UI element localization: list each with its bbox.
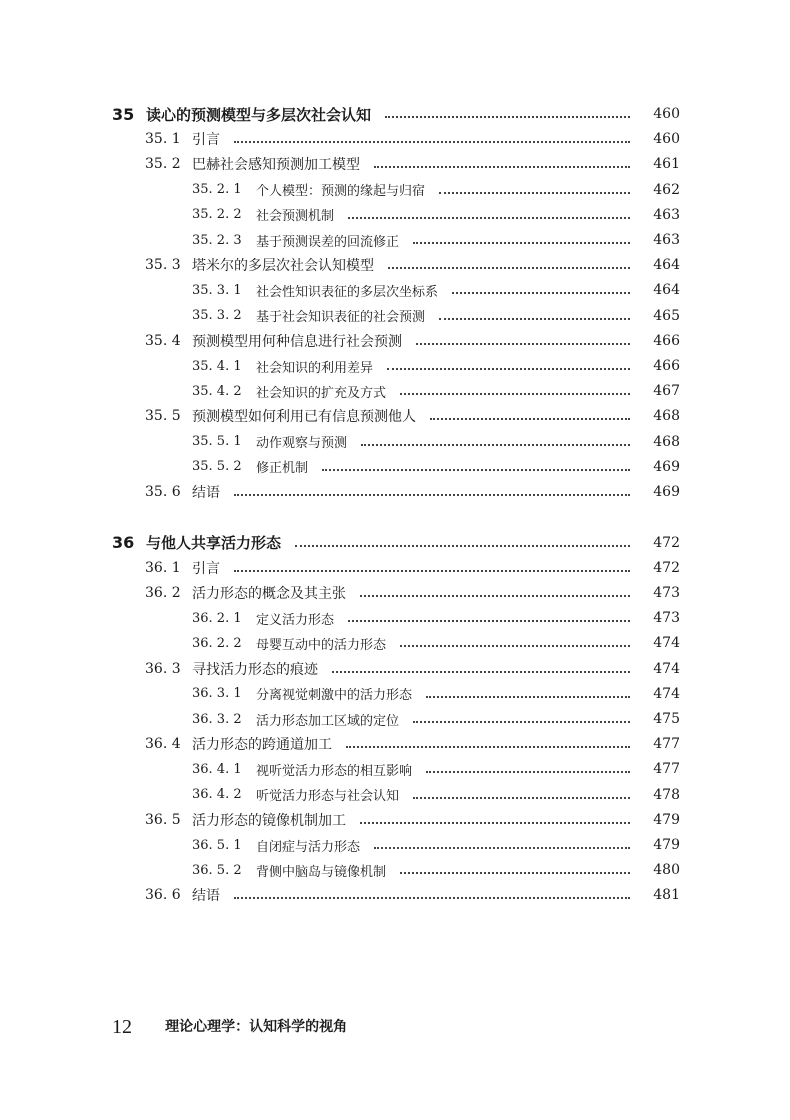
toc-entry-number: 35. 1 (145, 131, 181, 148)
toc-entry-page: 468 (653, 408, 680, 425)
dot-leader (426, 771, 630, 773)
toc-section-row (0, 128, 790, 150)
dot-leader (452, 292, 630, 294)
toc-entry-title: 个人模型：预测的缘起与归宿 (256, 184, 426, 200)
toc-section-row (0, 204, 790, 226)
dot-leader (332, 671, 630, 673)
dot-leader (439, 192, 630, 194)
toc-section-row (0, 607, 790, 629)
toc-section-row (0, 229, 790, 251)
toc-entry-number: 35. 4. 2 (192, 383, 242, 399)
toc-section-row (0, 481, 790, 503)
toc-entry-title: 结语 (192, 485, 220, 501)
toc-entry-title: 基于社会知识表征的社会预测 (256, 310, 426, 326)
toc-entry-page: 460 (653, 106, 680, 122)
toc-entry-page: 473 (653, 610, 680, 627)
toc-entry-title: 背侧中脑岛与镜像机制 (256, 864, 387, 880)
toc-entry-number: 36. 2 (145, 585, 181, 601)
toc-entry-page: 479 (653, 811, 680, 828)
toc-entry-number: 35. 4 (145, 332, 181, 349)
dot-leader (400, 872, 630, 874)
toc-entry-title: 听觉活力形态与社会认知 (256, 789, 400, 805)
toc-section-row (0, 330, 790, 352)
toc-entry-title: 自闭症与活力形态 (256, 839, 361, 855)
toc-entry-title: 预测模型如何利用已有信息预测他人 (192, 409, 416, 426)
toc-section-row (0, 834, 790, 856)
toc-entry-title: 活力形态的概念及其主张 (192, 586, 346, 602)
toc-section-row (0, 582, 790, 604)
toc-section-row (0, 557, 790, 579)
dot-leader (385, 116, 630, 118)
toc-section-row (0, 632, 790, 654)
toc-entry-page: 472 (653, 559, 680, 576)
footer-book-title: 理论心理学：认知科学的视角 (165, 1019, 348, 1035)
toc-entry-page: 478 (653, 786, 680, 803)
dot-leader (413, 797, 630, 799)
toc-entry-page: 475 (653, 711, 680, 727)
toc-entry-number: 35. 2. 2 (192, 207, 242, 223)
toc-entry-page: 465 (653, 307, 680, 324)
toc-entry-page: 468 (653, 433, 680, 450)
dot-leader (413, 721, 630, 723)
toc-entry-number: 36 (112, 533, 135, 553)
page-footer (112, 1016, 347, 1039)
toc-entry-title: 引言 (192, 132, 220, 149)
toc-entry-number: 35. 2. 1 (192, 182, 242, 198)
dot-leader (426, 696, 630, 698)
toc-entry-title: 基于预测误差的回流修正 (256, 234, 400, 250)
toc-entry-number: 35. 3. 1 (192, 282, 242, 298)
dot-leader (234, 897, 630, 899)
toc-section-row (0, 884, 790, 906)
toc-entry-page: 463 (653, 206, 680, 223)
toc-entry-number: 35. 2 (145, 156, 181, 173)
toc-entry-title: 社会知识的扩充及方式 (256, 385, 387, 401)
toc-section-row (0, 279, 790, 301)
toc-entry-title: 引言 (192, 560, 220, 577)
toc-entry-title: 动作观察与预测 (256, 436, 348, 452)
toc-entry-page: 480 (653, 862, 680, 879)
toc-entry-page: 460 (653, 131, 680, 148)
toc-section-row (0, 733, 790, 755)
toc-entry-number: 35. 5. 1 (192, 434, 242, 450)
toc-entry-title: 修正机制 (256, 461, 309, 477)
toc-entry-number: 35. 5. 2 (192, 459, 242, 475)
toc-entry-title: 分离视觉刺激中的活力形态 (256, 688, 413, 704)
dot-leader (234, 141, 630, 143)
toc-section-row (0, 355, 790, 377)
toc-entry-number: 35. 3 (145, 257, 181, 274)
toc-entry-title: 塔米尔的多层次社会认知模型 (192, 258, 374, 275)
toc-entry-title: 与他人共享活力形态 (146, 534, 282, 553)
toc-entry-number: 35. 4. 1 (192, 358, 242, 374)
toc-entry-page: 473 (653, 585, 680, 601)
dot-leader (387, 368, 630, 370)
toc-entry-title: 活力形态加工区域的定位 (256, 713, 400, 729)
toc-section-row (0, 153, 790, 175)
toc-entry-title: 社会预测机制 (256, 209, 335, 225)
toc-entry-number: 36. 5. 1 (192, 837, 242, 853)
dot-leader (234, 494, 630, 496)
toc-entry-title: 寻找活力形态的痕迹 (192, 661, 318, 678)
toc-chapter-row (0, 532, 790, 554)
toc-entry-page: 474 (653, 635, 680, 652)
toc-section-row (0, 859, 790, 881)
toc-section-row (0, 658, 790, 680)
dot-leader (322, 469, 630, 471)
footer-page-number: 12 (112, 1016, 132, 1038)
toc-entry-title: 社会知识的利用差异 (256, 360, 374, 376)
toc-entry-page: 477 (653, 761, 680, 778)
toc-entry-page: 469 (653, 484, 680, 500)
toc-entry-number: 35. 6 (145, 484, 181, 500)
toc-entry-page: 469 (653, 458, 680, 475)
toc-entry-title: 活力形态的镜像机制加工 (192, 812, 346, 829)
dot-leader (346, 746, 630, 748)
toc-entry-number: 36. 4. 1 (192, 761, 242, 777)
toc-entry-title: 社会性知识表征的多层次坐标系 (256, 284, 439, 300)
toc-entry-title: 结语 (192, 888, 220, 905)
toc-section-row (0, 456, 790, 478)
dot-leader (361, 444, 630, 446)
toc-entry-number: 36. 2. 1 (192, 610, 242, 626)
toc-entry-page: 464 (653, 257, 680, 274)
toc-chapter-row (0, 103, 790, 125)
toc-entry-title: 预测模型用何种信息进行社会预测 (192, 333, 402, 350)
toc-entry-page: 477 (653, 736, 680, 753)
toc-entry-number: 36. 3. 2 (192, 711, 242, 727)
dot-leader (360, 822, 630, 824)
toc-entry-number: 35. 2. 3 (192, 232, 242, 248)
toc-section-row (0, 305, 790, 327)
toc-entry-title: 读心的预测模型与多层次社会认知 (146, 105, 372, 124)
toc-entry-page: 479 (653, 837, 680, 853)
toc-entry-title: 母婴互动中的活力形态 (256, 637, 387, 653)
dot-leader (416, 343, 630, 345)
toc-entry-number: 35. 3. 2 (192, 308, 242, 324)
toc-entry-page: 472 (653, 534, 680, 551)
dot-leader (295, 545, 630, 547)
dot-leader (348, 217, 630, 219)
toc-entry-page: 461 (653, 156, 680, 173)
toc-entry-number: 36. 4 (145, 736, 181, 753)
toc-section-row (0, 809, 790, 831)
toc-entry-number: 36. 5. 2 (192, 862, 242, 878)
toc-entry-number: 35 (112, 104, 135, 124)
toc-entry-number: 36. 6 (145, 887, 181, 904)
dot-leader (348, 620, 630, 622)
toc-section-row (0, 380, 790, 402)
toc-entry-page: 466 (653, 358, 680, 374)
dot-leader (439, 318, 630, 320)
toc-section-row (0, 708, 790, 730)
toc-section-row (0, 758, 790, 780)
toc-entry-number: 36. 4. 2 (192, 787, 242, 803)
toc-entry-page: 462 (653, 181, 680, 198)
dot-leader (374, 166, 630, 168)
toc-entry-page: 474 (653, 660, 680, 677)
toc-entry-number: 36. 3 (145, 660, 181, 677)
toc-entry-title: 巴赫社会感知预测加工模型 (192, 157, 360, 174)
toc-entry-number: 36. 3. 1 (192, 686, 242, 702)
toc-section-row (0, 179, 790, 201)
toc-entry-number: 36. 5 (145, 811, 181, 828)
toc-entry-page: 463 (653, 232, 680, 248)
toc-entry-title: 定义活力形态 (256, 612, 335, 628)
toc-entry-page: 467 (653, 383, 680, 400)
toc-section-row (0, 405, 790, 427)
toc-entry-page: 474 (653, 685, 680, 702)
toc-entry-title: 视听觉活力形态的相互影响 (256, 763, 413, 779)
dot-leader (400, 393, 630, 395)
dot-leader (400, 645, 630, 647)
toc-entry-title: 活力形态的跨通道加工 (192, 737, 332, 754)
toc-entry-page: 464 (653, 282, 680, 299)
dot-leader (388, 267, 630, 269)
dot-leader (430, 418, 630, 420)
toc-section-row (0, 784, 790, 806)
dot-leader (413, 242, 630, 244)
toc-entry-number: 35. 5 (145, 408, 181, 425)
toc-entry-page: 481 (653, 887, 680, 904)
dot-leader (360, 595, 630, 597)
toc-section-row (0, 683, 790, 705)
toc-entry-page: 466 (653, 332, 680, 349)
toc-entry-number: 36. 1 (145, 559, 181, 576)
toc-entry-number: 36. 2. 2 (192, 635, 242, 651)
dot-leader (234, 570, 630, 572)
toc-section-row (0, 254, 790, 276)
toc-section-row (0, 431, 790, 453)
dot-leader (374, 847, 630, 849)
